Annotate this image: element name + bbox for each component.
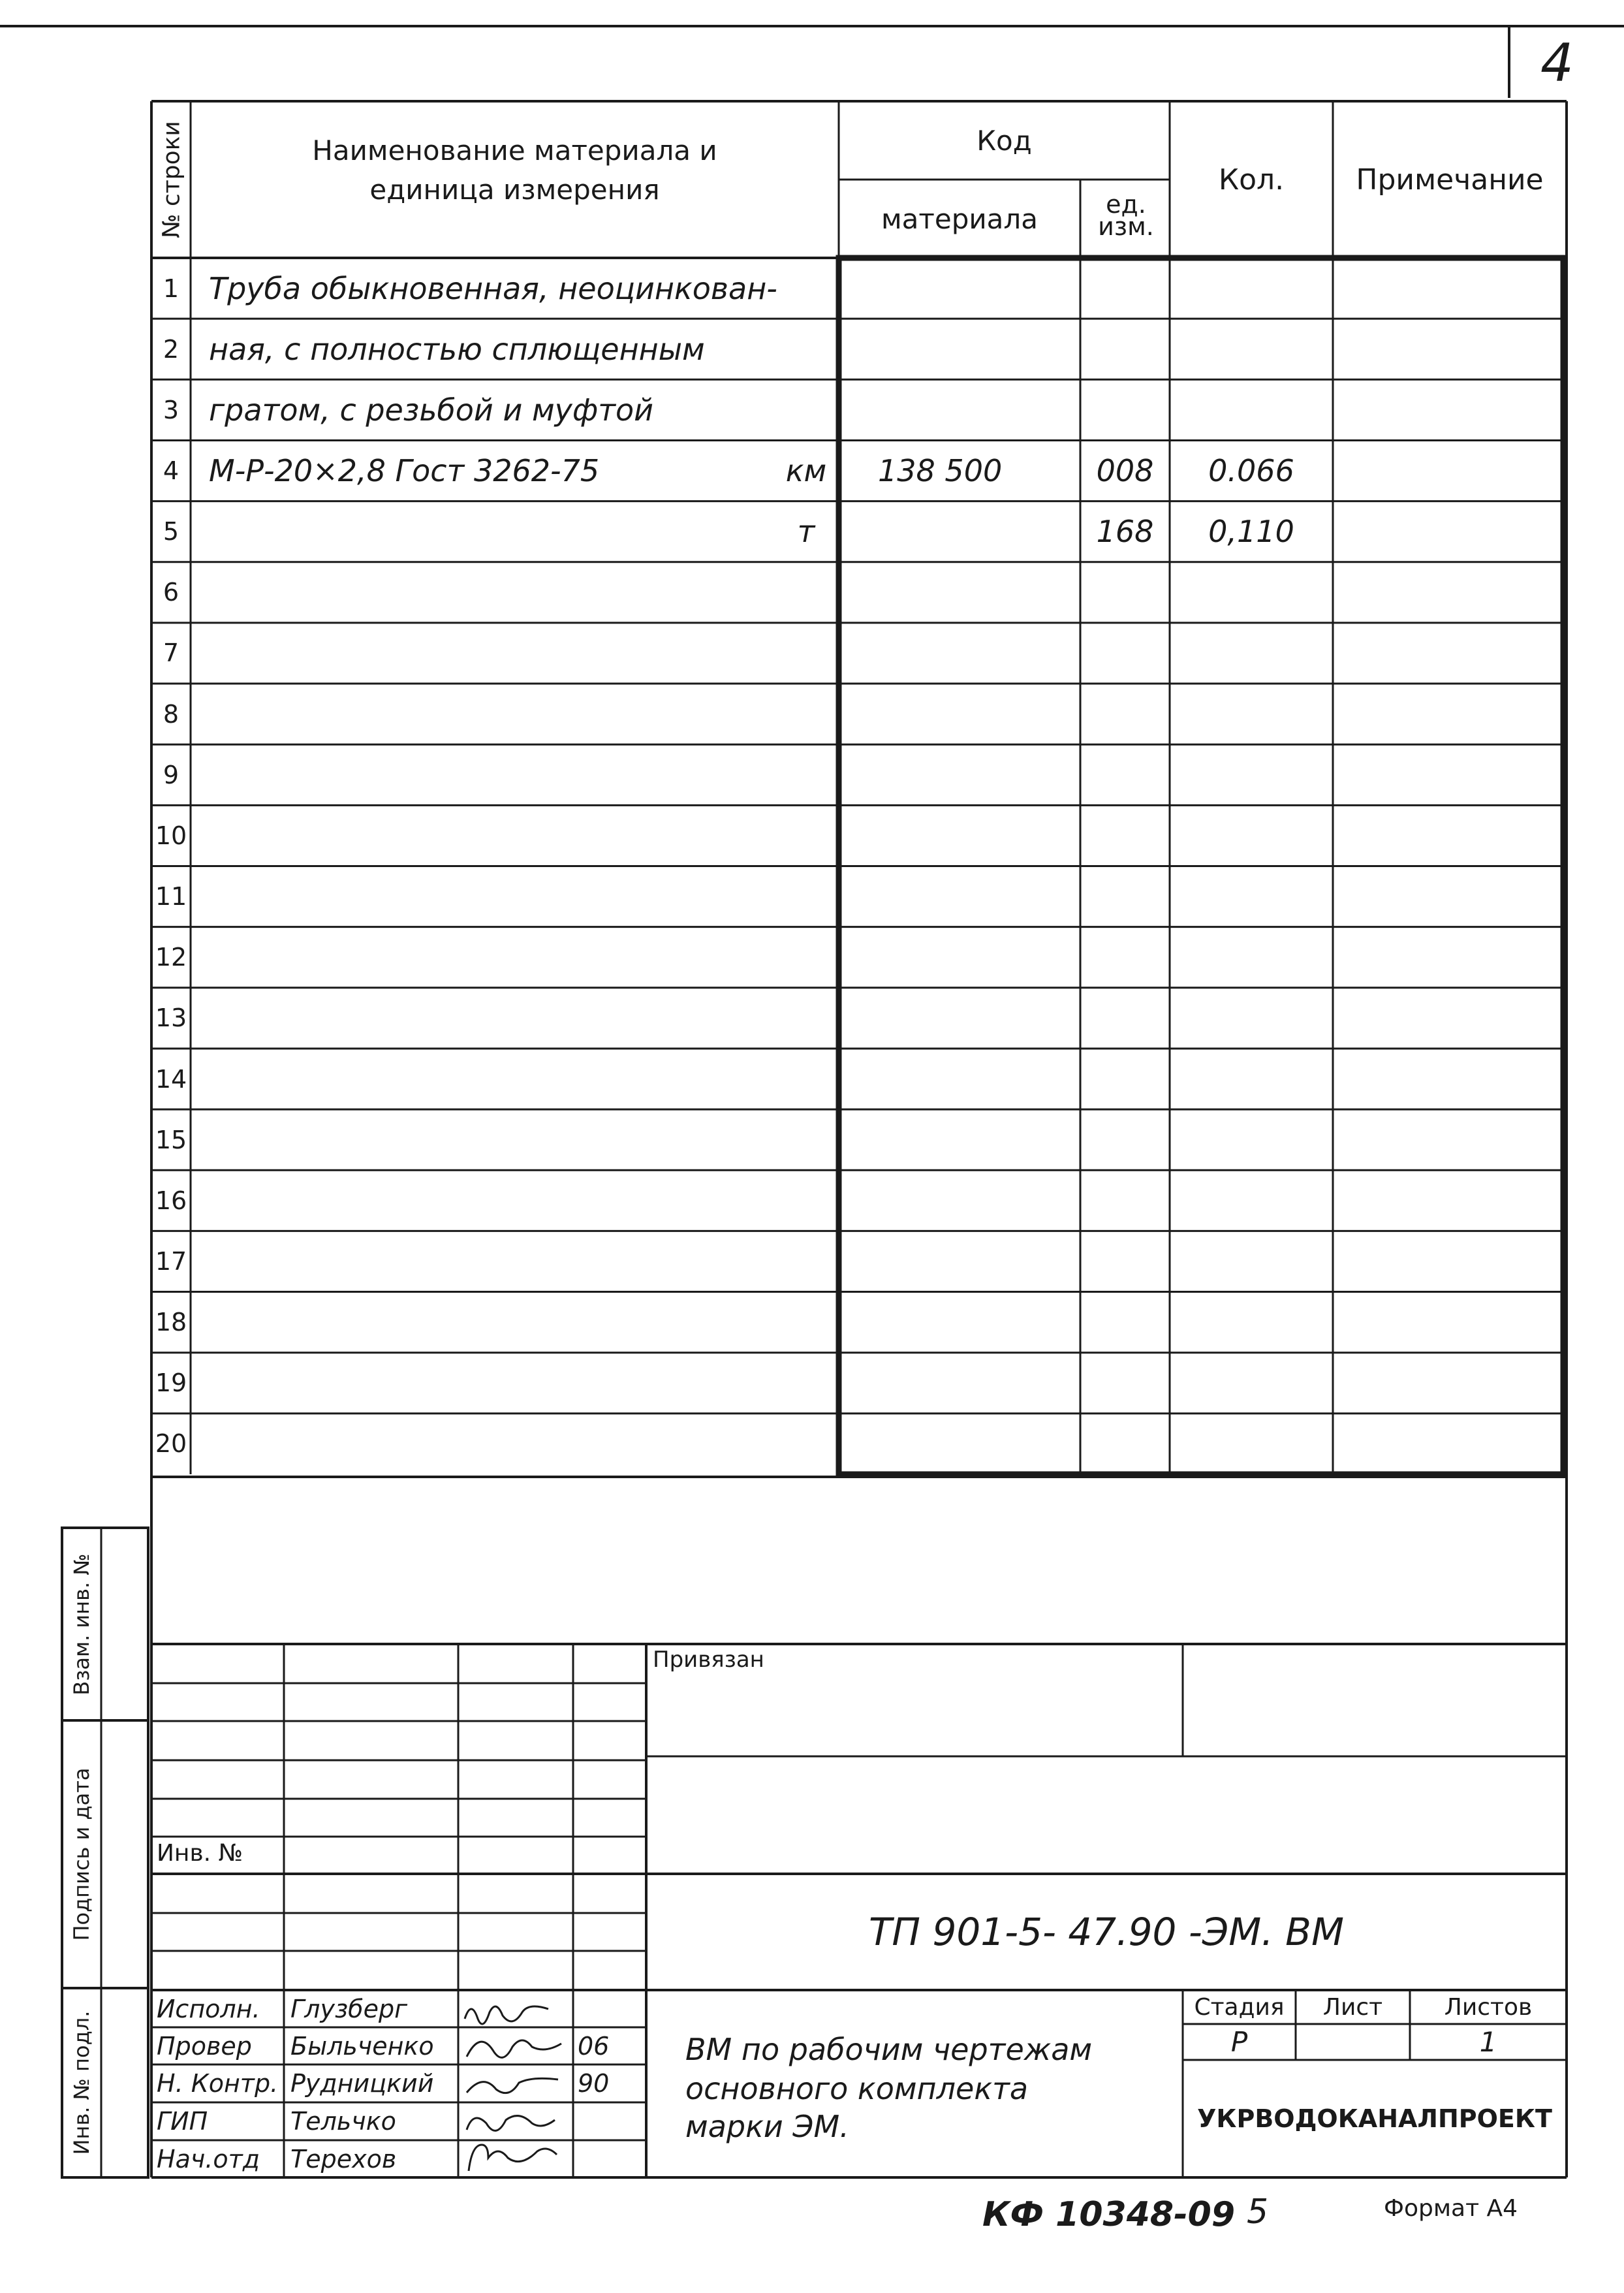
- row-material-code: [842, 1049, 1077, 1109]
- row-material-name: [209, 805, 796, 866]
- row-unit: [777, 866, 835, 927]
- signature-name: Терехов: [290, 2144, 397, 2174]
- signature-role: Провер: [157, 2031, 252, 2061]
- sheet-number: 4: [1540, 33, 1574, 93]
- row-note: [1333, 562, 1567, 623]
- row-material-name: [209, 988, 796, 1049]
- row-material-name: [209, 684, 796, 744]
- row-number: 12: [155, 943, 187, 972]
- row-material-code: [842, 258, 1077, 319]
- row-unit-code: [1080, 1231, 1170, 1291]
- row-material-name: [209, 1109, 796, 1170]
- row-quantity: [1170, 379, 1333, 440]
- row-unit: [777, 258, 835, 319]
- row-quantity: [1170, 1109, 1333, 1170]
- side-vzam-inv: [62, 1528, 101, 1720]
- row-number: 6: [163, 578, 180, 607]
- row-unit-code: [1080, 1353, 1170, 1414]
- row-unit-code: [1080, 684, 1170, 744]
- row-material-name: М-Р-20×2,8 Гост 3262-75: [209, 453, 600, 488]
- header-material: материала: [881, 202, 1038, 235]
- row-unit-code: [1080, 927, 1170, 988]
- row-quantity: 0.066: [1208, 453, 1294, 488]
- row-unit-code: [1080, 319, 1170, 379]
- row-note: [1333, 623, 1567, 684]
- row-material-name: [209, 501, 796, 562]
- row-material-name: [209, 744, 796, 805]
- row-unit: [777, 319, 835, 379]
- description-line1: ВМ по рабочим чертежам: [685, 2032, 1093, 2067]
- row-note: [1333, 1231, 1567, 1291]
- row-number: 4: [163, 456, 180, 485]
- row-material-code: [842, 927, 1077, 988]
- row-unit: [777, 1109, 835, 1170]
- row-material-name: гратом, с резьбой и муфтой: [209, 392, 654, 428]
- header-code: Код: [976, 124, 1032, 157]
- row-unit-code: 008: [1096, 453, 1154, 488]
- row-material-name: [209, 1049, 796, 1109]
- document-designation: ТП 901-5- 47.90 -ЭМ. ВМ: [868, 1910, 1345, 1954]
- row-quantity: [1170, 805, 1333, 866]
- row-number: 14: [155, 1064, 187, 1094]
- row-material-code: [842, 988, 1077, 1049]
- row-note: [1333, 988, 1567, 1049]
- signature-role: ГИП: [157, 2106, 208, 2136]
- row-quantity: [1170, 258, 1333, 319]
- row-quantity: [1170, 744, 1333, 805]
- header-name-line2: единица измерения: [369, 173, 660, 206]
- sheet-value: [1296, 2024, 1410, 2060]
- row-number: 11: [155, 882, 187, 911]
- description-line2: основного комплекта: [685, 2071, 1029, 2106]
- row-material-name: [209, 1231, 796, 1291]
- row-quantity: 0,110: [1208, 514, 1294, 550]
- row-material-code: [842, 562, 1077, 623]
- row-material-code: [842, 684, 1077, 744]
- row-material-code: [842, 1292, 1077, 1353]
- row-quantity: [1170, 927, 1333, 988]
- row-material-code: [842, 1231, 1077, 1291]
- row-number: 7: [163, 639, 180, 668]
- row-unit-code: [1080, 379, 1170, 440]
- signature-name: Глузберг: [290, 1994, 408, 2023]
- row-unit: [777, 805, 835, 866]
- row-material-code: [842, 623, 1077, 684]
- page-number: 5: [1247, 2192, 1269, 2232]
- side-podpis-data: [62, 1720, 101, 1988]
- row-material-name: Труба обыкновенная, неоцинкован-: [209, 270, 777, 306]
- row-quantity: [1170, 1292, 1333, 1353]
- side-podpis-data-text: Подпись и дата: [69, 1767, 94, 1941]
- row-material-code: [842, 379, 1077, 440]
- row-material-name: [209, 1353, 796, 1414]
- privyazan-label: Привязан: [653, 1647, 764, 1673]
- stage-label: Стадия: [1194, 1993, 1285, 2021]
- row-unit: [777, 623, 835, 684]
- signature-date: 90: [578, 2068, 610, 2098]
- row-unit-code: 168: [1096, 514, 1154, 550]
- row-note: [1333, 866, 1567, 927]
- row-note: [1333, 684, 1567, 744]
- header-name-line1: Наименование материала и: [312, 134, 717, 166]
- signature-name: Рудницкий: [290, 2068, 434, 2098]
- row-unit-code: [1080, 744, 1170, 805]
- row-number: 15: [155, 1125, 187, 1154]
- row-quantity: [1170, 684, 1333, 744]
- header-row-no-text: № строки: [158, 121, 185, 238]
- row-note: [1333, 1414, 1567, 1474]
- row-number: 17: [155, 1246, 187, 1276]
- row-number: 19: [155, 1368, 187, 1398]
- row-number: 16: [155, 1186, 187, 1215]
- document-code: КФ 10348-09: [982, 2195, 1236, 2234]
- row-material-name: [209, 866, 796, 927]
- row-unit-code: [1080, 1049, 1170, 1109]
- row-note: [1333, 1170, 1567, 1231]
- row-unit: [777, 1231, 835, 1291]
- row-unit-code: [1080, 258, 1170, 319]
- row-material-code: [842, 744, 1077, 805]
- row-quantity: [1170, 1231, 1333, 1291]
- row-unit: [777, 1170, 835, 1231]
- row-note: [1333, 1109, 1567, 1170]
- row-quantity: [1170, 1353, 1333, 1414]
- sheets-label: Листов: [1444, 1993, 1533, 2021]
- row-number: 5: [163, 517, 180, 546]
- row-material-code: [842, 501, 1077, 562]
- row-unit: [777, 1049, 835, 1109]
- row-material-name: [209, 1292, 796, 1353]
- side-vzam-inv-text: Взам. инв. №: [69, 1553, 94, 1696]
- signature-role: Нач.отд: [157, 2144, 260, 2174]
- row-material-name: [209, 927, 796, 988]
- row-material-code: [842, 805, 1077, 866]
- header-unit-line2: изм.: [1098, 212, 1154, 241]
- row-quantity: [1170, 623, 1333, 684]
- row-material-code: [842, 1170, 1077, 1231]
- signature-role: Н. Контр.: [157, 2068, 279, 2098]
- side-inv-podl: [62, 1988, 101, 2177]
- organization-name: УКРВОДОКАНАЛПРОЕКТ: [1197, 2104, 1552, 2133]
- row-quantity: [1170, 866, 1333, 927]
- row-quantity: [1170, 1049, 1333, 1109]
- row-note: [1333, 1353, 1567, 1414]
- signature-date: [578, 1990, 643, 2027]
- row-note: [1333, 319, 1567, 379]
- signature-role: Исполн.: [157, 1994, 260, 2023]
- row-number: 3: [163, 395, 180, 424]
- row-number: 1: [163, 274, 180, 303]
- row-note: [1333, 258, 1567, 319]
- row-unit-code: [1080, 1292, 1170, 1353]
- signature-date: [578, 2102, 643, 2140]
- row-note: [1333, 501, 1567, 562]
- row-unit: [777, 562, 835, 623]
- row-note: [1333, 379, 1567, 440]
- row-unit: [777, 988, 835, 1049]
- row-unit: т: [797, 514, 815, 550]
- description-line3: марки ЭМ.: [685, 2109, 849, 2144]
- row-unit: [777, 684, 835, 744]
- row-note: [1333, 440, 1567, 501]
- row-note: [1333, 1292, 1567, 1353]
- signature-date: [578, 2140, 643, 2177]
- row-unit: [777, 927, 835, 988]
- row-number: 18: [155, 1308, 187, 1337]
- row-note: [1333, 927, 1567, 988]
- sheet-label: Лист: [1322, 1993, 1383, 2021]
- format-label: Формат А4: [1384, 2195, 1518, 2222]
- row-material-code: [842, 1109, 1077, 1170]
- row-unit: [777, 1292, 835, 1353]
- header-note: Примечание: [1356, 163, 1544, 197]
- row-material-code: 138 500: [878, 453, 1003, 488]
- row-unit: [777, 1353, 835, 1414]
- row-note: [1333, 805, 1567, 866]
- row-material-name: [209, 562, 796, 623]
- row-number: 9: [163, 760, 180, 789]
- stage-value: Р: [1230, 2026, 1248, 2058]
- row-material-name: [209, 623, 796, 684]
- header-qty: Кол.: [1218, 163, 1285, 197]
- row-material-name: ная, с полностью сплющенным: [209, 331, 705, 367]
- row-quantity: [1170, 562, 1333, 623]
- row-unit: [777, 744, 835, 805]
- row-note: [1333, 1049, 1567, 1109]
- inv-no-label: Инв. №: [157, 1840, 243, 1867]
- row-material-name: [209, 1414, 796, 1474]
- row-number: 20: [155, 1429, 187, 1459]
- row-unit-code: [1080, 623, 1170, 684]
- row-number: 2: [163, 334, 180, 364]
- signature-name: Быльченко: [290, 2031, 434, 2061]
- header-row-no: [154, 104, 189, 255]
- row-unit-code: [1080, 1414, 1170, 1474]
- row-unit-code: [1080, 1109, 1170, 1170]
- row-unit: [777, 1414, 835, 1474]
- sheets-value: 1: [1479, 2026, 1497, 2058]
- header-unit-line1: ед.: [1106, 190, 1146, 219]
- row-unit: [777, 379, 835, 440]
- side-inv-podl-text: Инв. № подл.: [69, 2010, 94, 2155]
- row-unit-code: [1080, 1170, 1170, 1231]
- row-quantity: [1170, 1414, 1333, 1474]
- row-number: 10: [155, 821, 187, 850]
- row-unit: км: [785, 453, 827, 488]
- row-unit-code: [1080, 805, 1170, 866]
- row-material-code: [842, 1353, 1077, 1414]
- signature-date: 06: [578, 2031, 610, 2061]
- row-quantity: [1170, 1170, 1333, 1231]
- row-material-code: [842, 1414, 1077, 1474]
- signature-name: Тельчко: [290, 2106, 396, 2136]
- row-note: [1333, 744, 1567, 805]
- row-material-name: [209, 1170, 796, 1231]
- row-number: 8: [163, 699, 180, 729]
- row-material-code: [842, 866, 1077, 927]
- row-material-code: [842, 319, 1077, 379]
- row-number: 13: [155, 1004, 187, 1033]
- row-unit-code: [1080, 866, 1170, 927]
- row-quantity: [1170, 319, 1333, 379]
- row-unit-code: [1080, 988, 1170, 1049]
- row-quantity: [1170, 988, 1333, 1049]
- row-unit-code: [1080, 562, 1170, 623]
